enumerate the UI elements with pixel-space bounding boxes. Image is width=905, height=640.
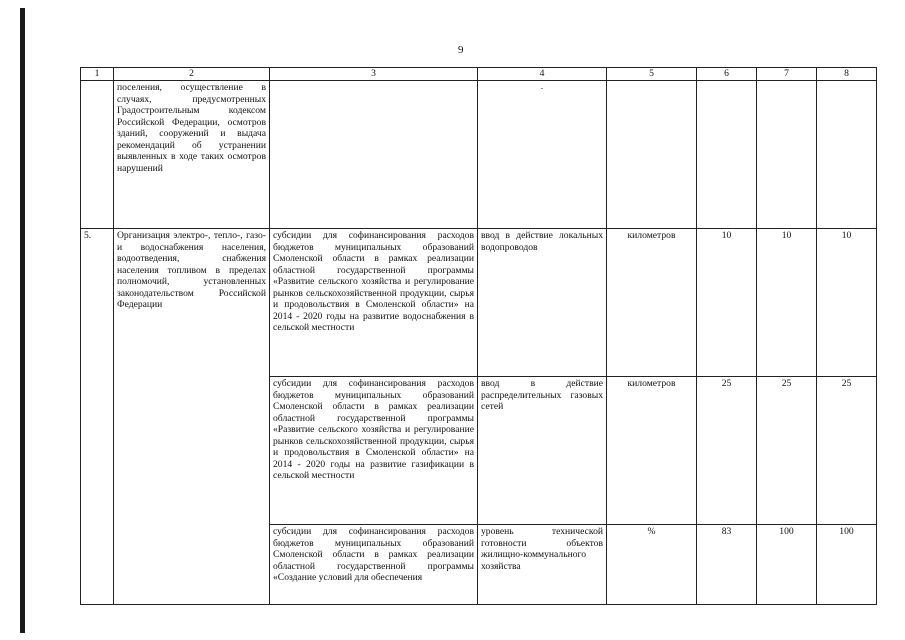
page-number: 9 bbox=[458, 44, 464, 56]
value-cell bbox=[817, 81, 877, 229]
value-cell-2016: 10 bbox=[817, 229, 877, 377]
table-row bbox=[81, 229, 877, 377]
value-cell-2014: 25 bbox=[697, 377, 757, 525]
stray-mark: . bbox=[540, 81, 544, 91]
value-cell-2014: 10 bbox=[697, 229, 757, 377]
unit-cell bbox=[607, 81, 697, 229]
binding-edge-bar bbox=[20, 8, 25, 633]
unit-cell: километров bbox=[607, 377, 697, 525]
row-number-cell: 5. bbox=[81, 229, 114, 605]
column-number: 3 bbox=[270, 68, 478, 81]
indicator-cell: ввод в действие распределительных газовых сетей bbox=[478, 377, 607, 525]
unit-cell: километров bbox=[607, 229, 697, 377]
column-number: 6 bbox=[697, 68, 757, 81]
indicator-cell bbox=[478, 81, 607, 229]
funding-source-cell: субсидии для софинансирования расходов бюджетов муниципальных образований Смоленской области в рамках реализации областной государственной программы «Развитие сельского хозяйства и регулирование рынков сельскохозяйственной продукции, сырья и продовольствия в Смоленской области» на 2014 - 2020 годы на развитие газификации в сельской местности bbox=[270, 377, 478, 525]
column-number: 1 bbox=[81, 68, 114, 81]
value-cell-2015: 25 bbox=[757, 377, 817, 525]
indicator-cell: ввод в действие локальных водопроводов bbox=[478, 229, 607, 377]
value-cell-2014: 83 bbox=[697, 525, 757, 605]
column-number: 7 bbox=[757, 68, 817, 81]
column-number: 4 bbox=[478, 68, 607, 81]
measure-description-cell: поселения, осуществление в случаях, предусмотренных Градостроительным кодексом Российской Федерации, осмотров зданий, сооружений и выдача рекомендаций об устранении выявленных в ходе таких осмотров нарушений bbox=[114, 81, 270, 229]
value-cell bbox=[757, 81, 817, 229]
column-number-row bbox=[81, 68, 877, 81]
value-cell-2016: 25 bbox=[817, 377, 877, 525]
indicator-cell: уровень технической готовности объектов жилищно-коммунального хозяйства bbox=[478, 525, 607, 605]
funding-source-cell: субсидии для софинансирования расходов бюджетов муниципальных образований Смоленской области в рамках реализации областной государственной программы «Развитие сельского хозяйства и регулирование рынков сельскохозяйственной продукции, сырья и продовольствия в Смоленской области» на 2014 - 2020 годы на развитие водоснабжения в сельской местности bbox=[270, 229, 478, 377]
indicators-table bbox=[80, 67, 877, 605]
row-number-cell bbox=[81, 81, 114, 229]
funding-source-cell bbox=[270, 81, 478, 229]
unit-cell: % bbox=[607, 525, 697, 605]
continuation-row bbox=[81, 81, 877, 229]
value-cell-2015: 10 bbox=[757, 229, 817, 377]
measure-description-cell: Организация электро-, тепло-, газо- и водоснабжения населения, водоотведения, снабжения населения топливом в пределах полномочий, установленных законодательством Российской Федерации bbox=[114, 229, 270, 605]
value-cell bbox=[697, 81, 757, 229]
funding-source-cell: субсидии для софинансирования расходов бюджетов муниципальных образований Смоленской области в рамках реализации областной государственной программы «Создание условий для обеспечения bbox=[270, 525, 478, 605]
column-number: 2 bbox=[114, 68, 270, 81]
value-cell-2016: 100 bbox=[817, 525, 877, 605]
column-number: 5 bbox=[607, 68, 697, 81]
value-cell-2015: 100 bbox=[757, 525, 817, 605]
column-number: 8 bbox=[817, 68, 877, 81]
